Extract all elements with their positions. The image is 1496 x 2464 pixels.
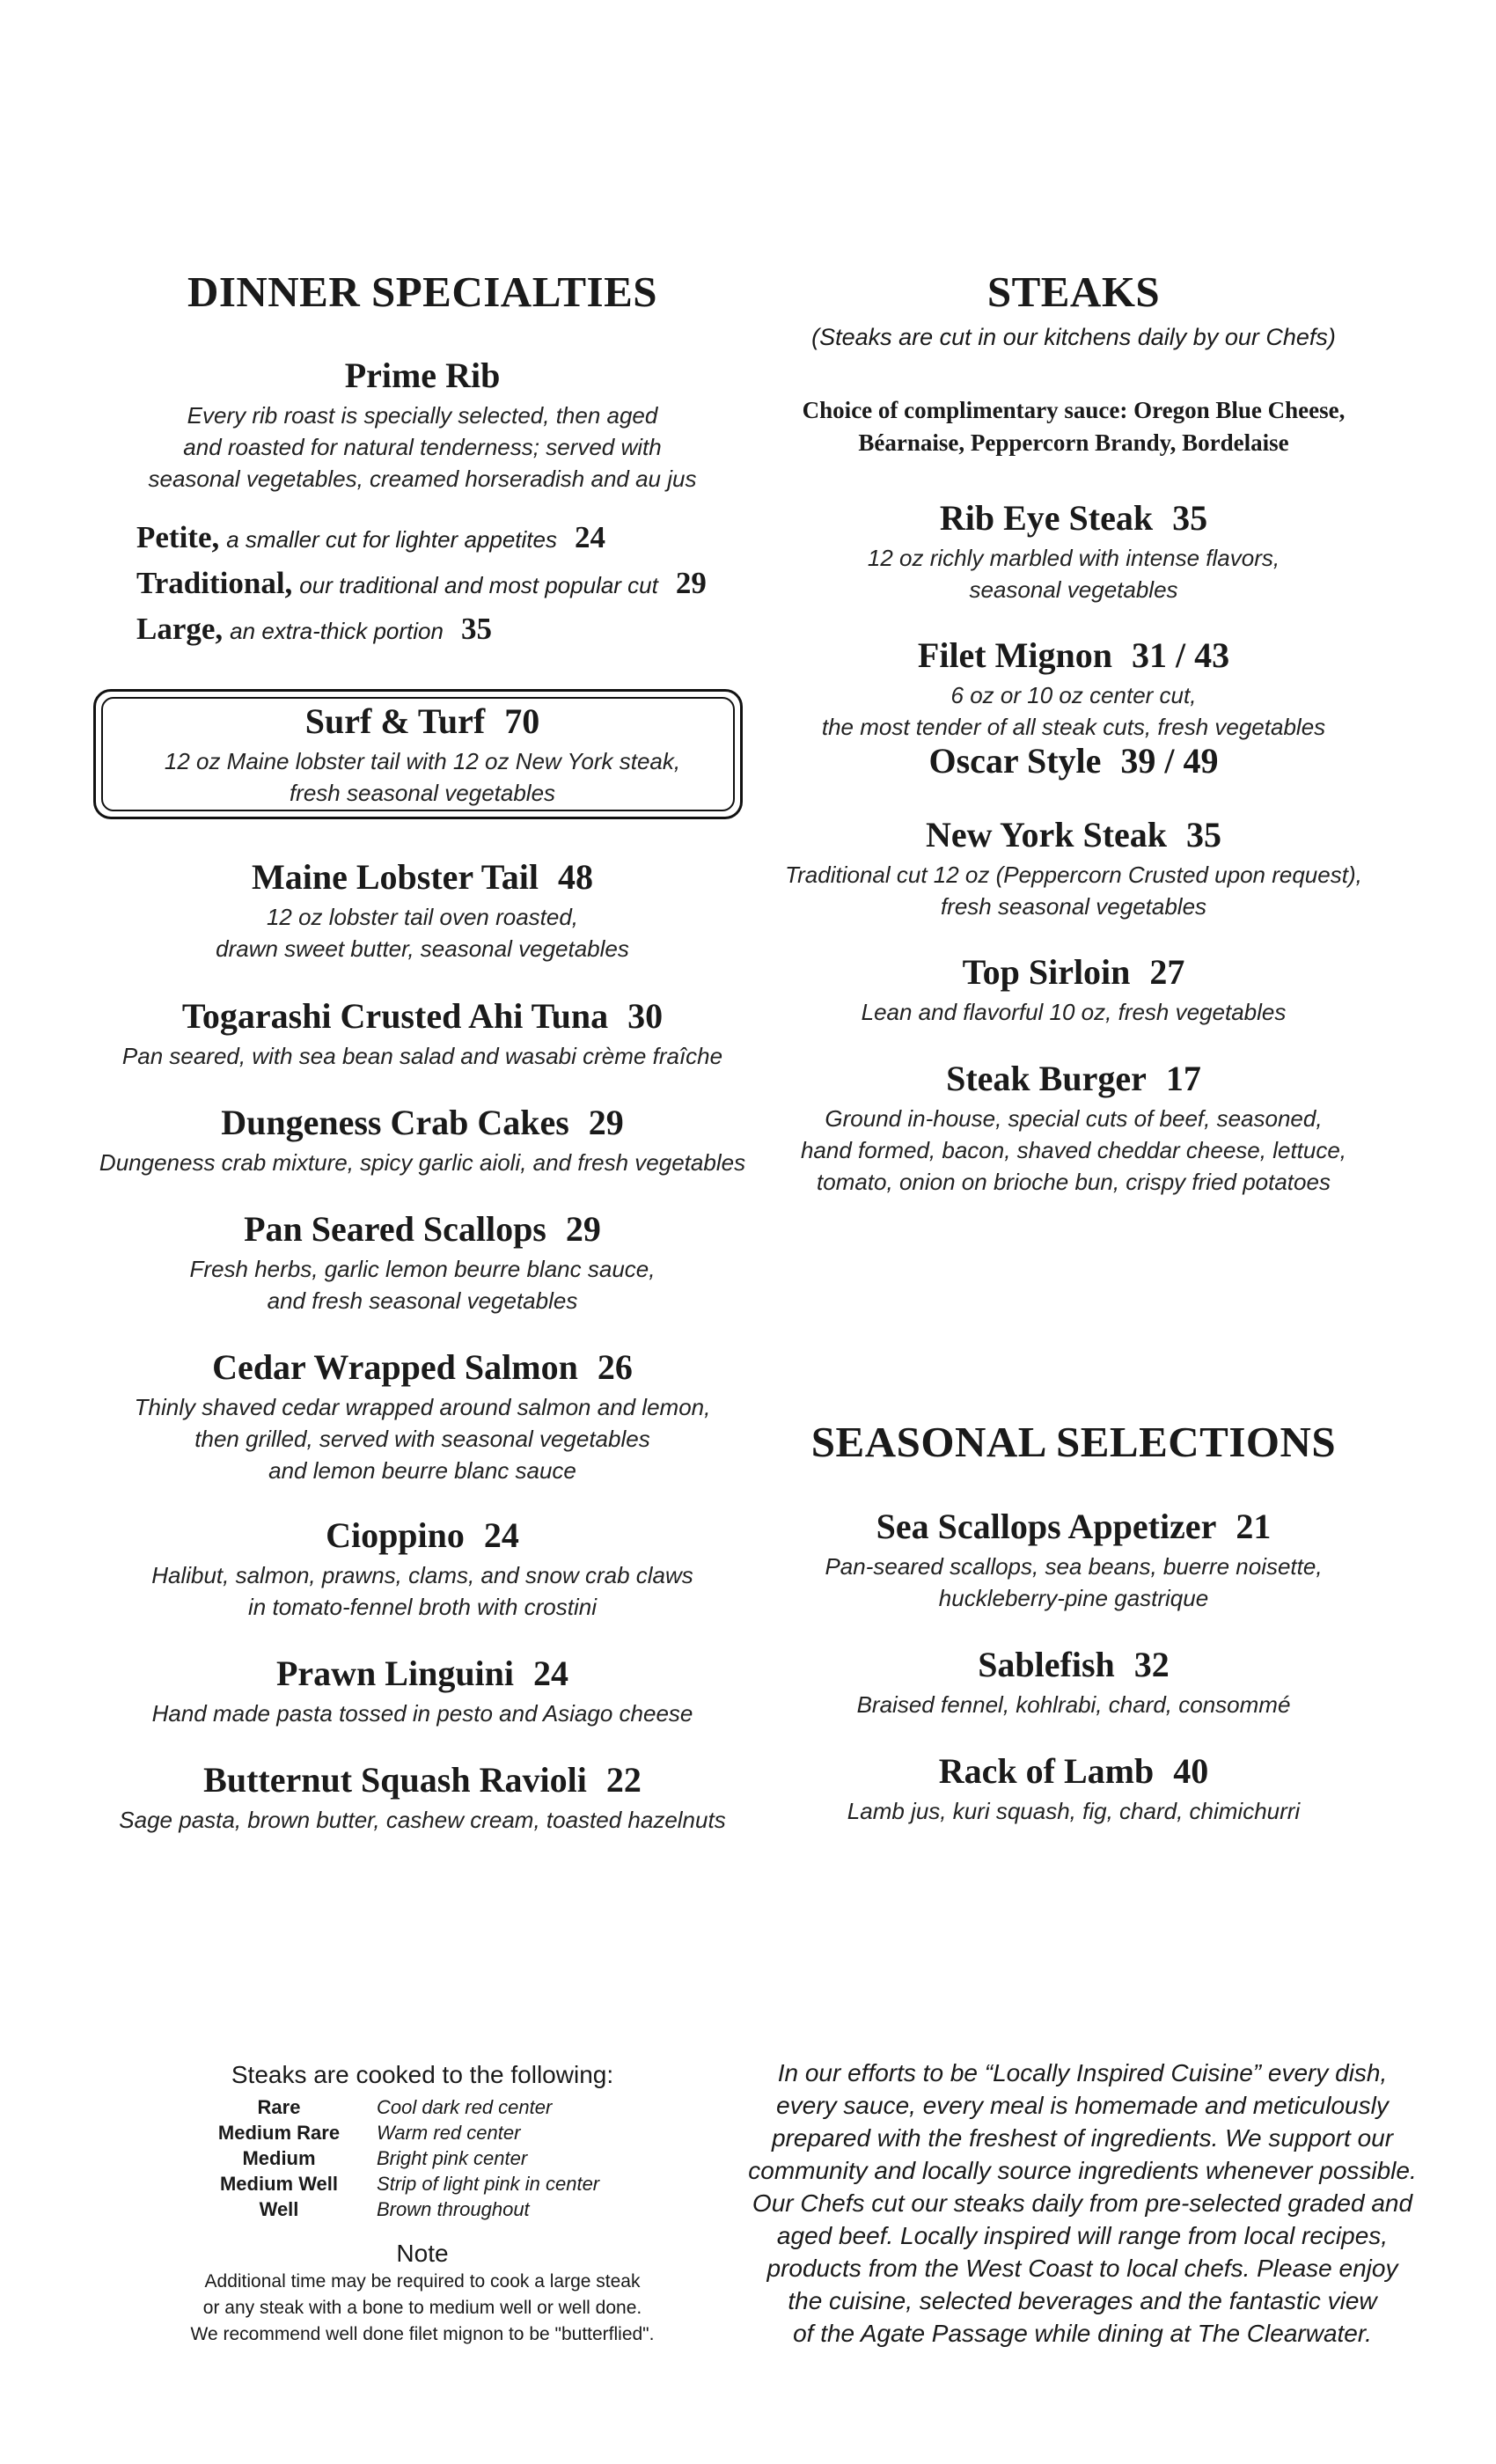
note-line: Additional time may be required to cook a large steak — [204, 2271, 641, 2292]
item-price: 48 — [557, 857, 593, 897]
item-desc-line: Lean and flavorful 10 oz, fresh vegetables — [861, 999, 1287, 1025]
item-desc-line: Ground in-house, special cuts of beef, seasoned, — [825, 1105, 1323, 1132]
item-price: 30 — [627, 996, 664, 1036]
item-desc-line: 12 oz Maine lobster tail with 12 oz New York steak, — [164, 748, 681, 774]
item-desc-line: Sage pasta, brown butter, cashew cream, toasted hazelnuts — [119, 1807, 726, 1833]
cooking-guide-heading: Steaks are cooked to the following: — [231, 2061, 614, 2088]
item-desc-line: the most tender of all steak cuts, fresh vegetables — [821, 714, 1326, 740]
doneness-desc: Warm red center — [377, 2122, 521, 2144]
menu-item-pan-seared-scallops — [88, 1209, 757, 1316]
note-line: We recommend well done filet mignon to be "butterflied". — [190, 2324, 655, 2344]
item-desc-line: 12 oz lobster tail oven roasted, — [266, 904, 579, 930]
item-desc-line: and lemon beurre blanc sauce — [268, 1457, 576, 1484]
item-desc-line: Hand made pasta tossed in pesto and Asiago cheese — [151, 1700, 693, 1727]
item-desc-line: Fresh herbs, garlic lemon beurre blanc sauce, — [189, 1256, 656, 1282]
size-name: Traditional, — [136, 566, 293, 600]
menu-item-rack-of-lamb — [757, 1751, 1390, 1827]
menu-item-togarashi-ahi-tuna — [88, 996, 757, 1072]
menu-item-filet-mignon — [757, 635, 1390, 781]
item-name: Cedar Wrapped Salmon — [212, 1347, 578, 1387]
statement-line: In our efforts to be “Locally Inspired Cuisine” every dish, — [777, 2059, 1388, 2086]
menu-item-prawn-linguini — [88, 1654, 757, 1729]
sauce-line: Choice of complimentary sauce: Oregon Blue Cheese, — [802, 397, 1346, 423]
menu-item-new-york-steak — [757, 815, 1390, 922]
item-name: Dungeness Crab Cakes — [221, 1103, 569, 1142]
doneness-desc: Strip of light pink in center — [377, 2173, 600, 2195]
item-desc-line: huckleberry-pine gastrique — [938, 1585, 1209, 1611]
menu-item-prime-rib — [88, 356, 757, 495]
item-price: 21 — [1236, 1507, 1272, 1546]
size-name: Large, — [136, 612, 224, 646]
sauce-line: Béarnaise, Peppercorn Brandy, Bordelaise — [858, 429, 1289, 456]
doneness-desc: Cool dark red center — [377, 2096, 553, 2118]
menu-item-surf-and-turf — [88, 701, 757, 809]
menu-item-rib-eye-steak — [757, 498, 1390, 605]
menu-item-top-sirloin — [757, 952, 1390, 1028]
statement-line: aged beef. Locally inspired will range from local recipes, — [776, 2222, 1389, 2249]
dinner-specialties-column — [88, 0, 757, 1936]
doneness-desc: Brown throughout — [377, 2198, 530, 2220]
steaks-subtitle: (Steaks are cut in our kitchens daily by our Chefs) — [811, 324, 1336, 350]
statement-line: of the Agate Passage while dining at The Clearwater. — [793, 2320, 1372, 2347]
note-line: or any steak with a bone to medium well or well done. — [202, 2298, 642, 2318]
size-price: 29 — [675, 566, 707, 600]
item-desc-line: hand formed, bacon, shaved cheddar cheese, lettuce, — [800, 1137, 1347, 1163]
item-desc-line: tomato, onion on brioche bun, crispy fried potatoes — [817, 1169, 1331, 1195]
item-name: Pan Seared Scallops — [244, 1209, 546, 1249]
item-name: Togarashi Crusted Ahi Tuna — [181, 996, 609, 1036]
size-desc: our traditional and most popular cut — [299, 572, 658, 598]
item-price: 26 — [597, 1347, 633, 1387]
item-price: 70 — [504, 701, 540, 741]
prime-rib-size-large — [136, 612, 492, 647]
doneness-level: Well — [259, 2198, 299, 2220]
item-subprice: 39 / 49 — [1120, 741, 1219, 781]
menu-item-cedar-wrapped-salmon — [88, 1347, 757, 1486]
item-desc-line: drawn sweet butter, seasonal vegetables — [216, 935, 629, 962]
statement-line: every sauce, every meal is homemade and meticulously — [776, 2092, 1389, 2119]
size-name: Petite, — [136, 520, 220, 554]
sauce-choice — [757, 394, 1390, 459]
size-desc: an extra-thick portion — [230, 618, 444, 644]
item-price: 24 — [533, 1654, 569, 1693]
item-price: 35 — [1172, 498, 1208, 538]
doneness-level: Medium Rare — [217, 2122, 341, 2144]
item-name: Top Sirloin — [962, 952, 1131, 992]
size-price: 24 — [574, 520, 605, 554]
item-price: 32 — [1133, 1645, 1170, 1684]
statement-line: prepared with the freshest of ingredients. We support our — [771, 2124, 1394, 2152]
item-desc-line: then grilled, served with seasonal vegetables — [194, 1426, 650, 1452]
item-price: 40 — [1173, 1751, 1209, 1791]
item-name: Sablefish — [978, 1645, 1115, 1684]
item-desc-line: Pan-seared scallops, sea beans, buerre noisette, — [825, 1553, 1323, 1580]
menu-item-dungeness-crab-cakes — [88, 1103, 757, 1178]
item-name: Filet Mignon — [917, 635, 1112, 675]
statement-line: Our Chefs cut our steaks daily from pre-selected graded and — [752, 2189, 1413, 2217]
menu-item-sea-scallops-appetizer — [757, 1507, 1390, 1614]
doneness-level: Medium Well — [219, 2173, 339, 2195]
section-title-steaks: STEAKS — [986, 268, 1161, 316]
item-desc-line: fresh seasonal vegetables — [940, 893, 1207, 920]
item-name: New York Steak — [925, 815, 1168, 854]
section-title-seasonal-selections: SEASONAL SELECTIONS — [810, 1418, 1337, 1466]
section-title-dinner-specialties: DINNER SPECIALTIES — [187, 268, 658, 316]
menu-item-cioppino — [88, 1515, 757, 1623]
item-name: Prime Rib — [344, 356, 501, 395]
item-desc-line: fresh seasonal vegetables — [289, 780, 556, 806]
cooking-guide — [158, 2061, 686, 2347]
item-name: Surf & Turf — [304, 701, 486, 741]
menu-item-butternut-squash-ravioli — [88, 1760, 757, 1836]
prime-rib-size-petite — [136, 520, 605, 555]
item-price: 35 — [1186, 815, 1222, 854]
item-desc-line: Every rib roast is specially selected, then aged — [187, 402, 658, 429]
prime-rib-size-traditional — [136, 566, 707, 601]
item-name: Butternut Squash Ravioli — [203, 1760, 587, 1800]
steaks-column — [757, 0, 1390, 1936]
menu-item-maine-lobster-tail — [88, 857, 757, 964]
item-desc-line: Lamb jus, kuri squash, fig, chard, chimichurri — [847, 1798, 1301, 1824]
item-name: Steak Burger — [946, 1059, 1147, 1098]
doneness-desc: Bright pink center — [377, 2147, 528, 2169]
item-desc-line: Thinly shaved cedar wrapped around salmon and lemon, — [134, 1394, 711, 1420]
item-desc-line: Pan seared, with sea bean salad and wasabi crème fraîche — [121, 1043, 723, 1069]
item-name: Rack of Lamb — [938, 1751, 1155, 1791]
statement-line: the cuisine, selected beverages and the fantastic view — [788, 2287, 1377, 2314]
doneness-row — [188, 2094, 656, 2120]
item-price: 27 — [1149, 952, 1185, 992]
item-desc-line: and fresh seasonal vegetables — [267, 1287, 578, 1314]
item-price: 31 / 43 — [1131, 635, 1230, 675]
item-price: 24 — [483, 1515, 519, 1555]
item-name: Rib Eye Steak — [939, 498, 1154, 538]
size-price: 35 — [460, 612, 492, 646]
item-name: Cioppino — [326, 1515, 465, 1555]
item-desc-line: Traditional cut 12 oz (Peppercorn Crusted upon request), — [785, 862, 1362, 888]
size-desc: a smaller cut for lighter appetites — [226, 526, 557, 553]
statement-line: products from the West Coast to local chefs. Please enjoy — [766, 2255, 1398, 2282]
statement-line: community and locally source ingredients whenever possible. — [748, 2157, 1417, 2184]
locally-inspired-statement — [744, 2057, 1421, 2350]
doneness-level: Rare — [257, 2096, 301, 2118]
item-desc-line: 12 oz richly marbled with intense flavors, — [867, 545, 1280, 571]
doneness-row — [188, 2171, 656, 2196]
item-subname: Oscar Style — [928, 741, 1102, 781]
item-price: 29 — [565, 1209, 601, 1249]
item-desc-line: in tomato-fennel broth with crostini — [248, 1594, 597, 1620]
item-desc-line: and roasted for natural tenderness; served with — [183, 434, 662, 460]
item-name: Maine Lobster Tail — [252, 857, 539, 897]
item-desc-line: Halibut, salmon, prawns, clams, and snow crab claws — [151, 1562, 693, 1588]
doneness-row — [188, 2120, 656, 2145]
note-heading: Note — [396, 2240, 449, 2267]
item-price: 17 — [1165, 1059, 1201, 1098]
item-desc-line: Braised fennel, kohlrabi, chard, consommé — [856, 1691, 1291, 1718]
item-desc-line: Dungeness crab mixture, spicy garlic aioli, and fresh vegetables — [99, 1149, 746, 1176]
item-desc-line: seasonal vegetables — [969, 576, 1178, 603]
item-name: Prawn Linguini — [275, 1654, 515, 1693]
item-desc-line: 6 oz or 10 oz center cut, — [950, 682, 1197, 708]
item-desc-line: seasonal vegetables, creamed horseradish and au jus — [148, 466, 697, 492]
item-price: 29 — [588, 1103, 624, 1142]
doneness-level: Medium — [242, 2147, 316, 2169]
item-name: Sea Scallops Appetizer — [876, 1507, 1217, 1546]
menu-item-steak-burger — [757, 1059, 1390, 1198]
doneness-table — [188, 2094, 656, 2222]
item-price: 22 — [605, 1760, 642, 1800]
doneness-row — [188, 2196, 656, 2222]
menu-item-sablefish — [757, 1645, 1390, 1720]
doneness-row — [188, 2145, 656, 2171]
